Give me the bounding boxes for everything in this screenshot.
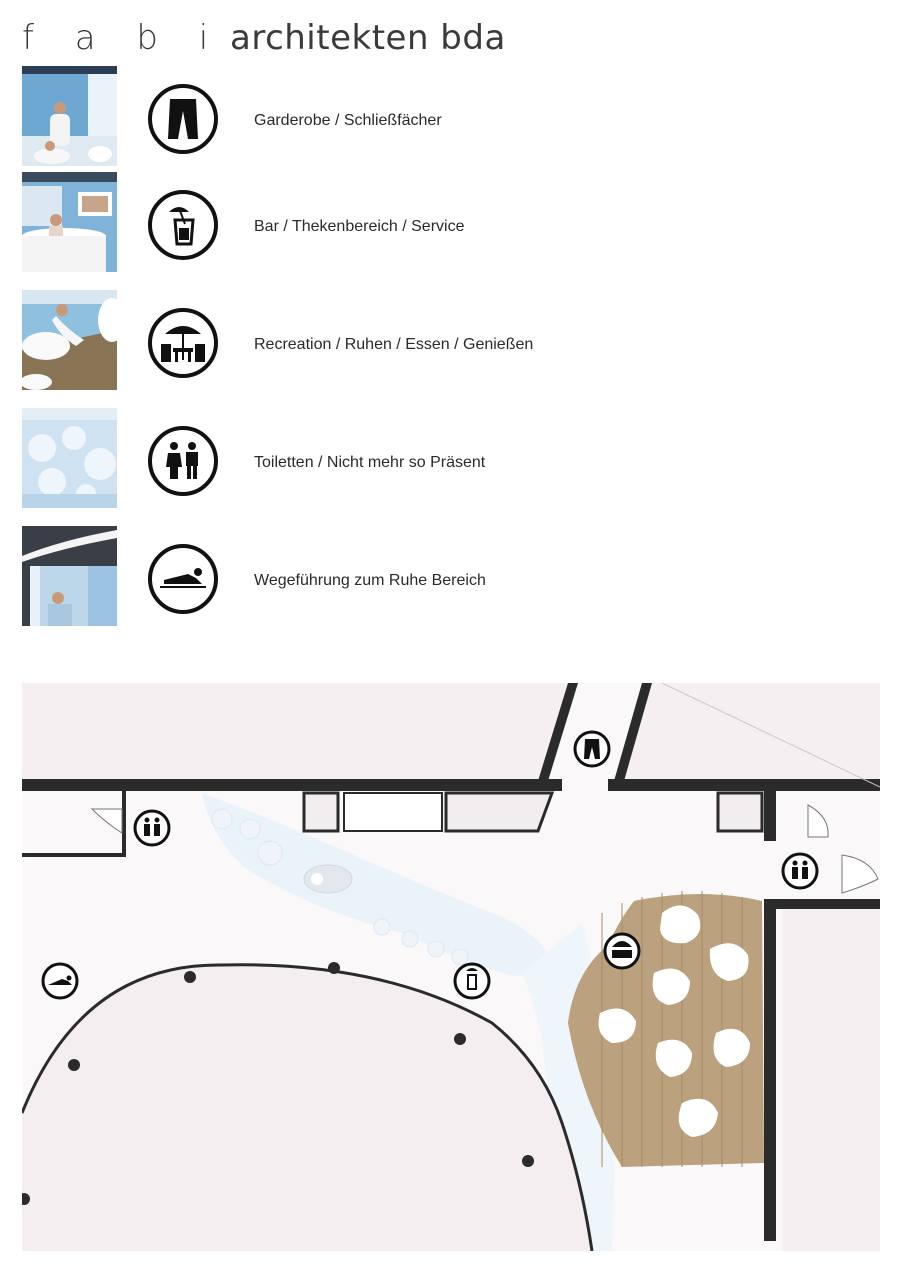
toilet-people-icon: [148, 426, 218, 496]
umbrella-table-icon: [148, 308, 218, 378]
plan-toilet-icon-left: [135, 811, 169, 845]
thumbnail-route: [22, 526, 117, 626]
plan-cocktail-icon: [455, 964, 489, 998]
thumbnail-toilets: [22, 408, 117, 508]
brand-name: f a b i: [22, 18, 224, 58]
trousers-icon: [148, 84, 218, 154]
cocktail-icon: [148, 190, 218, 260]
lying-person-icon: [148, 544, 218, 614]
header: [22, 14, 882, 64]
legend-label: Bar / Thekenbereich / Service: [254, 218, 465, 235]
legend-item-route: [22, 524, 882, 642]
floor-plan: [22, 683, 880, 1251]
plan-toilet-icon-right: [783, 854, 817, 888]
thumbnail-wardrobe: [22, 66, 117, 166]
legend-label: Recreation / Ruhen / Essen / Genießen: [254, 336, 534, 353]
plan-trousers-icon: [575, 732, 609, 766]
legend-label: Garderobe / Schließfächer: [254, 112, 442, 129]
plan-umbrella-table-icon: [605, 934, 639, 968]
thumbnail-bar: [22, 172, 117, 272]
legend: [22, 64, 882, 654]
legend-item-toilets: [22, 406, 882, 524]
plan-lying-person-icon: [43, 964, 77, 998]
legend-item-recreation: [22, 288, 882, 406]
legend-item-wardrobe: [22, 64, 882, 182]
brand-subtitle: architekten bda: [230, 18, 506, 58]
legend-label: Toiletten / Nicht mehr so Präsent: [254, 454, 486, 471]
thumbnail-recreation: [22, 290, 117, 390]
legend-item-bar: [22, 170, 882, 288]
legend-label: Wegeführung zum Ruhe Bereich: [254, 572, 486, 589]
